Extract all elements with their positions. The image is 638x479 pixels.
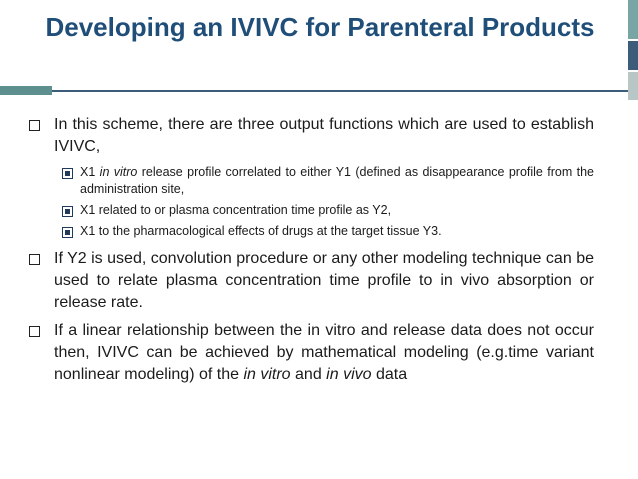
- decor-bar-gray: [628, 72, 638, 100]
- decor-bar-teal: [628, 0, 638, 39]
- bullet-item: [28, 114, 594, 158]
- filled-square-bullet-icon: [62, 206, 73, 217]
- filled-square-bullet-icon: [62, 168, 73, 179]
- sub-bullet-text: X1 related to or plasma concentration time profile as Y2,: [80, 203, 392, 217]
- bullet-text: In this scheme, there are three output functions which are used to establish IVIVC,: [54, 116, 594, 155]
- bullet-text-part: If a linear relationship between the in vitro and release data does not occur then, IVIVC can be achieved by mathematical modeling (e.g.time variant nonlinear modeling) of the: [54, 322, 594, 383]
- sub-bullet-text-italic: in vitro: [99, 165, 138, 179]
- sub-bullet-list: [28, 164, 594, 240]
- filled-square-bullet-icon: [62, 227, 73, 238]
- bullet-text: [54, 320, 594, 386]
- bullet-text: If Y2 is used, convolution procedure or any other modeling technique can be used to relate plasma concentration time profile to in vivo absorption or release rate.: [54, 250, 594, 311]
- bullet-text-italic: in vivo: [326, 366, 372, 383]
- hollow-square-bullet-icon: [29, 254, 40, 265]
- sub-bullet-item: [28, 164, 594, 198]
- decor-bar-navy: [628, 41, 638, 70]
- sub-bullet-item: [28, 202, 594, 219]
- bullet-text-part: and: [290, 366, 327, 383]
- sub-bullet-item: [28, 223, 594, 240]
- sub-bullet-text: [80, 164, 594, 198]
- bullet-item: [28, 320, 594, 386]
- slide-content: [28, 114, 594, 392]
- title-divider: [52, 90, 628, 92]
- title-accent-bar: [0, 86, 52, 95]
- hollow-square-bullet-icon: [29, 326, 40, 337]
- sub-bullet-text-pre: X1: [80, 165, 100, 179]
- slide-title: Developing an IVIVC for Parenteral Products: [45, 12, 595, 42]
- bullet-text-part: data: [371, 366, 408, 383]
- sub-bullet-text-post: release profile correlated to either Y1 (defined as disappearance profile from the administration site,: [80, 165, 594, 196]
- bullet-text-italic: in vitro: [243, 366, 291, 383]
- bullet-item: [28, 248, 594, 314]
- sub-bullet-text: X1 to the pharmacological effects of drugs at the target tissue Y3.: [80, 224, 442, 238]
- hollow-square-bullet-icon: [29, 120, 40, 131]
